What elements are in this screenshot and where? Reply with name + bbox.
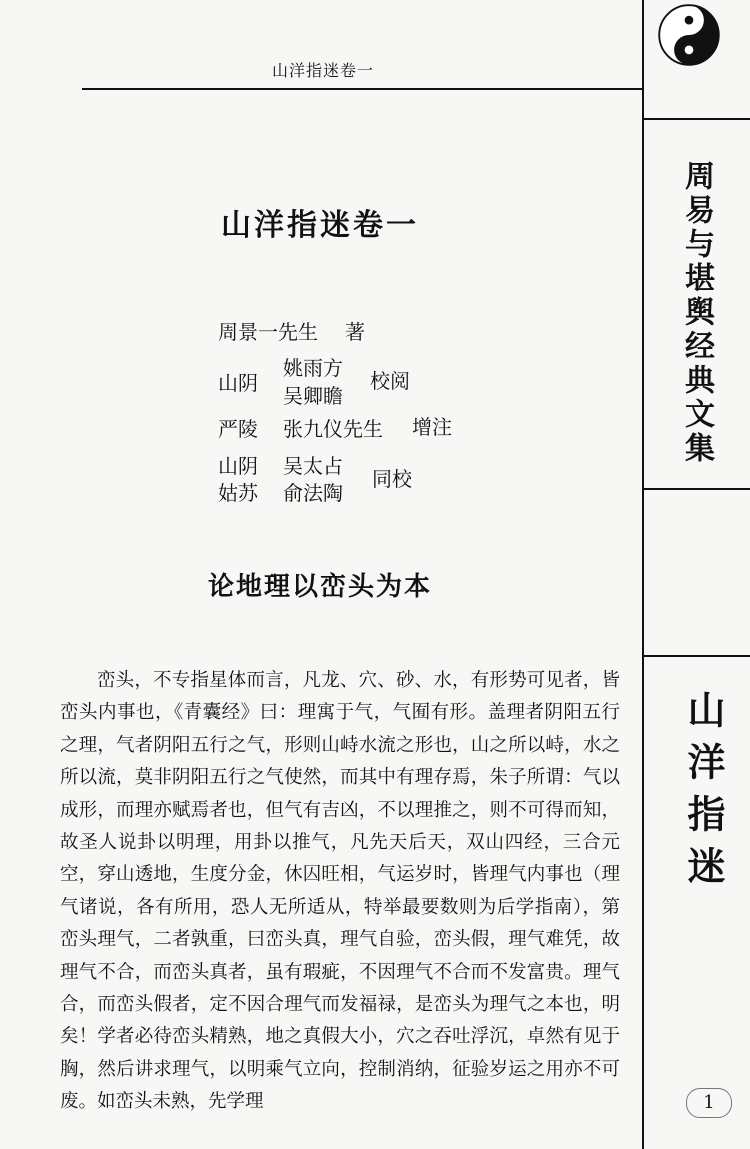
author-role: 著 <box>345 320 365 344</box>
author-name: 周景一先生 <box>218 320 318 344</box>
sidebar-divider-top <box>642 118 750 120</box>
proofread-name-2: 吴卿瞻 <box>283 384 343 408</box>
annotate-name: 张九仪先生 <box>283 417 383 441</box>
page-number: 1 <box>686 1088 732 1118</box>
proofread-place: 山阴 <box>218 371 258 395</box>
cocheck-role: 同校 <box>372 467 412 491</box>
proofread-role: 校阅 <box>370 369 410 393</box>
chapter-title: 山洋指迷卷一 <box>221 208 419 243</box>
cocheck-name-2: 俞法陶 <box>283 481 343 505</box>
series-title: 周易与堪舆经典文集 <box>679 160 714 466</box>
cocheck-name-1: 吴太占 <box>283 454 343 478</box>
proofread-name-1: 姚雨方 <box>283 356 343 380</box>
header-rule <box>82 88 642 90</box>
sidebar-divider-middle <box>642 488 750 490</box>
annotate-place: 严陵 <box>218 417 258 441</box>
body-paragraph: 峦头，不专指星体而言，凡龙、穴、砂、水，有形势可见者，皆峦头内事也，《青囊经》曰：理寓于气，气囿有形。盖理者阴阳五行之理，气者阴阳五行之气，形则山峙水流之形也，山之所以峙，水之所以流，莫非阴阳五行之气使然，而其中有理存焉，朱子所谓：气以成形，而理亦赋焉者也，但气有吉凶，不以理推之，则不可得而知，故圣人说卦以明理，用卦以推气，凡先天后天，双山四经，三合元空，穿山透地，生度分金，休囚旺相，气运岁时，皆理气内事也（理气诸说，各有所用，恐人无所适从，特举最要数则为后学指南），第峦头理气，二者孰重，曰峦头真，理气自验，峦头假，理气难凭，故理气不合，而峦头真者，虽有瑕疵，不因理气不合而不发富贵。理气合，而峦头假者，定不因合理气而发福禄，是峦头为理气之本也，明矣！学者必待峦头精熟，地之真假大小，穴之吞吐浮沉，卓然有见于胸，然后讲求理气，以明乘气立向，控制消纳，征验岁运之用亦不可废。如峦头未熟，先学理 <box>60 670 620 1113</box>
sidebar-divider-lower <box>642 655 750 657</box>
book-title: 山洋指迷 <box>681 690 725 898</box>
cocheck-place-2: 姑苏 <box>218 481 258 505</box>
cocheck-place-1: 山阴 <box>218 454 258 478</box>
section-title: 论地理以峦头为本 <box>207 572 432 602</box>
annotate-role: 增注 <box>412 415 452 439</box>
taiji-icon <box>658 4 720 66</box>
sidebar-border <box>642 0 644 1149</box>
body-text <box>60 665 620 1119</box>
running-header: 山洋指迷卷一 <box>271 61 374 80</box>
